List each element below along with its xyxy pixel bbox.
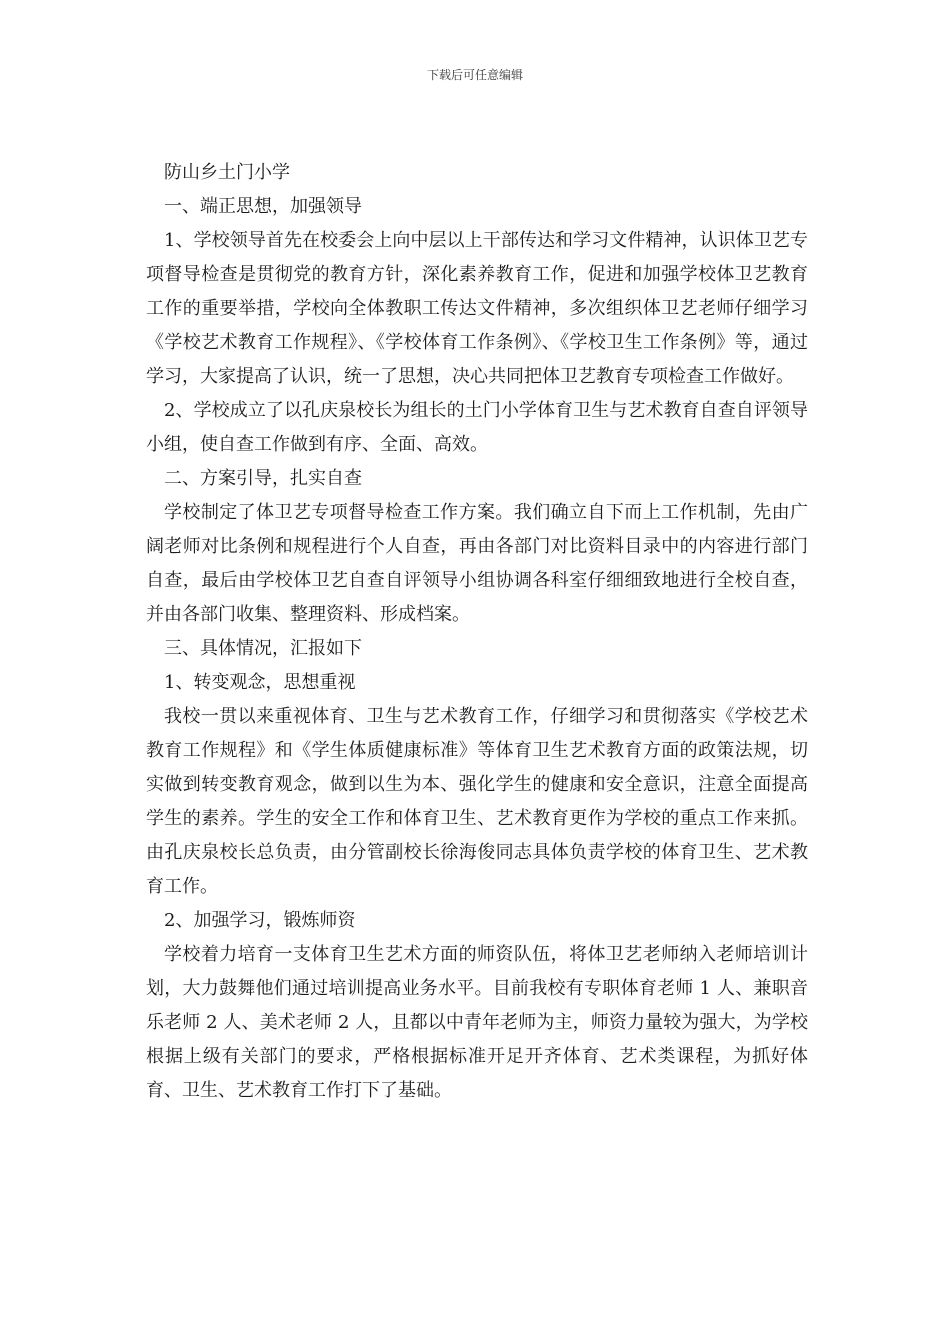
paragraph: 我校一贯以来重视体育、卫生与艺术教育工作，仔细学习和贯彻落实《学校艺术教育工作规程》和《学生体质健康标准》等体育卫生艺术教育方面的政策法规，切实做到转变教育观念，做到以生为本、强化学生的健康和安全意识，注意全面提高学生的素养。学生的安全工作和体育卫生、艺术教育更作为学校的重点工作来抓。由孔庆泉校长总负责，由分管副校长徐海俊同志具体负责学校的体育卫生、艺术教育工作。 [146, 706, 808, 897]
paragraph: 学校着力培育一支体育卫生艺术方面的师资队伍，将体卫艺老师纳入老师培训计划，大力鼓舞他们通过培训提高业务水平。目前我校有专职体育老师 1 人、兼职音乐老师 2 人、美术老师 2 人，且都以中青年老师为主，师资力量较为强大，为学校根据上级有关部门的要求，严格根据标准开足开齐体育、艺术类课程，为抓好体育、卫生、艺术教育工作打下了基础。 [146, 944, 808, 1101]
paragraph: 1、学校领导首先在校委会上向中层以上干部传达和学习文件精神，认识体卫艺专项督导检查是贯彻党的教育方针，深化素养教育工作，促进和加强学校体卫艺教育工作的重要举措，学校向全体教职工传达文件精神，多次组织体卫艺老师仔细学习《学校艺术教育工作规程》、《学校体育工作条例》、《学校卫生工作条例》等，通过学习，大家提高了认识，统一了思想，决心共同把体卫艺教育专项检查工作做好。 [146, 230, 808, 387]
paragraph: 学校制定了体卫艺专项督导检查工作方案。我们确立自下而上工作机制，先由广阔老师对比条例和规程进行个人自查，再由各部门对比资料目录中的内容进行部门自查，最后由学校体卫艺自查自评领导小组协调各科室仔细细致地进行全校自查，并由各部门收集、整理资料、形成档案。 [146, 502, 808, 625]
section-heading-1: 一、端正思想，加强领导 [164, 196, 362, 217]
section-heading-2: 二、方案引导，扎实自查 [164, 468, 362, 489]
subheading: 2、加强学习，锻炼师资 [164, 910, 356, 931]
section-heading-3: 三、具体情况，汇报如下 [164, 638, 362, 659]
document-body [146, 156, 808, 1108]
subheading: 1、转变观念，思想重视 [164, 672, 356, 693]
paragraph: 2、学校成立了以孔庆泉校长为组长的土门小学体育卫生与艺术教育自查自评领导小组，使自查工作做到有序、全面、高效。 [146, 400, 808, 455]
school-name: 防山乡土门小学 [164, 162, 290, 183]
page-header: 下载后可任意编辑 [426, 68, 523, 82]
